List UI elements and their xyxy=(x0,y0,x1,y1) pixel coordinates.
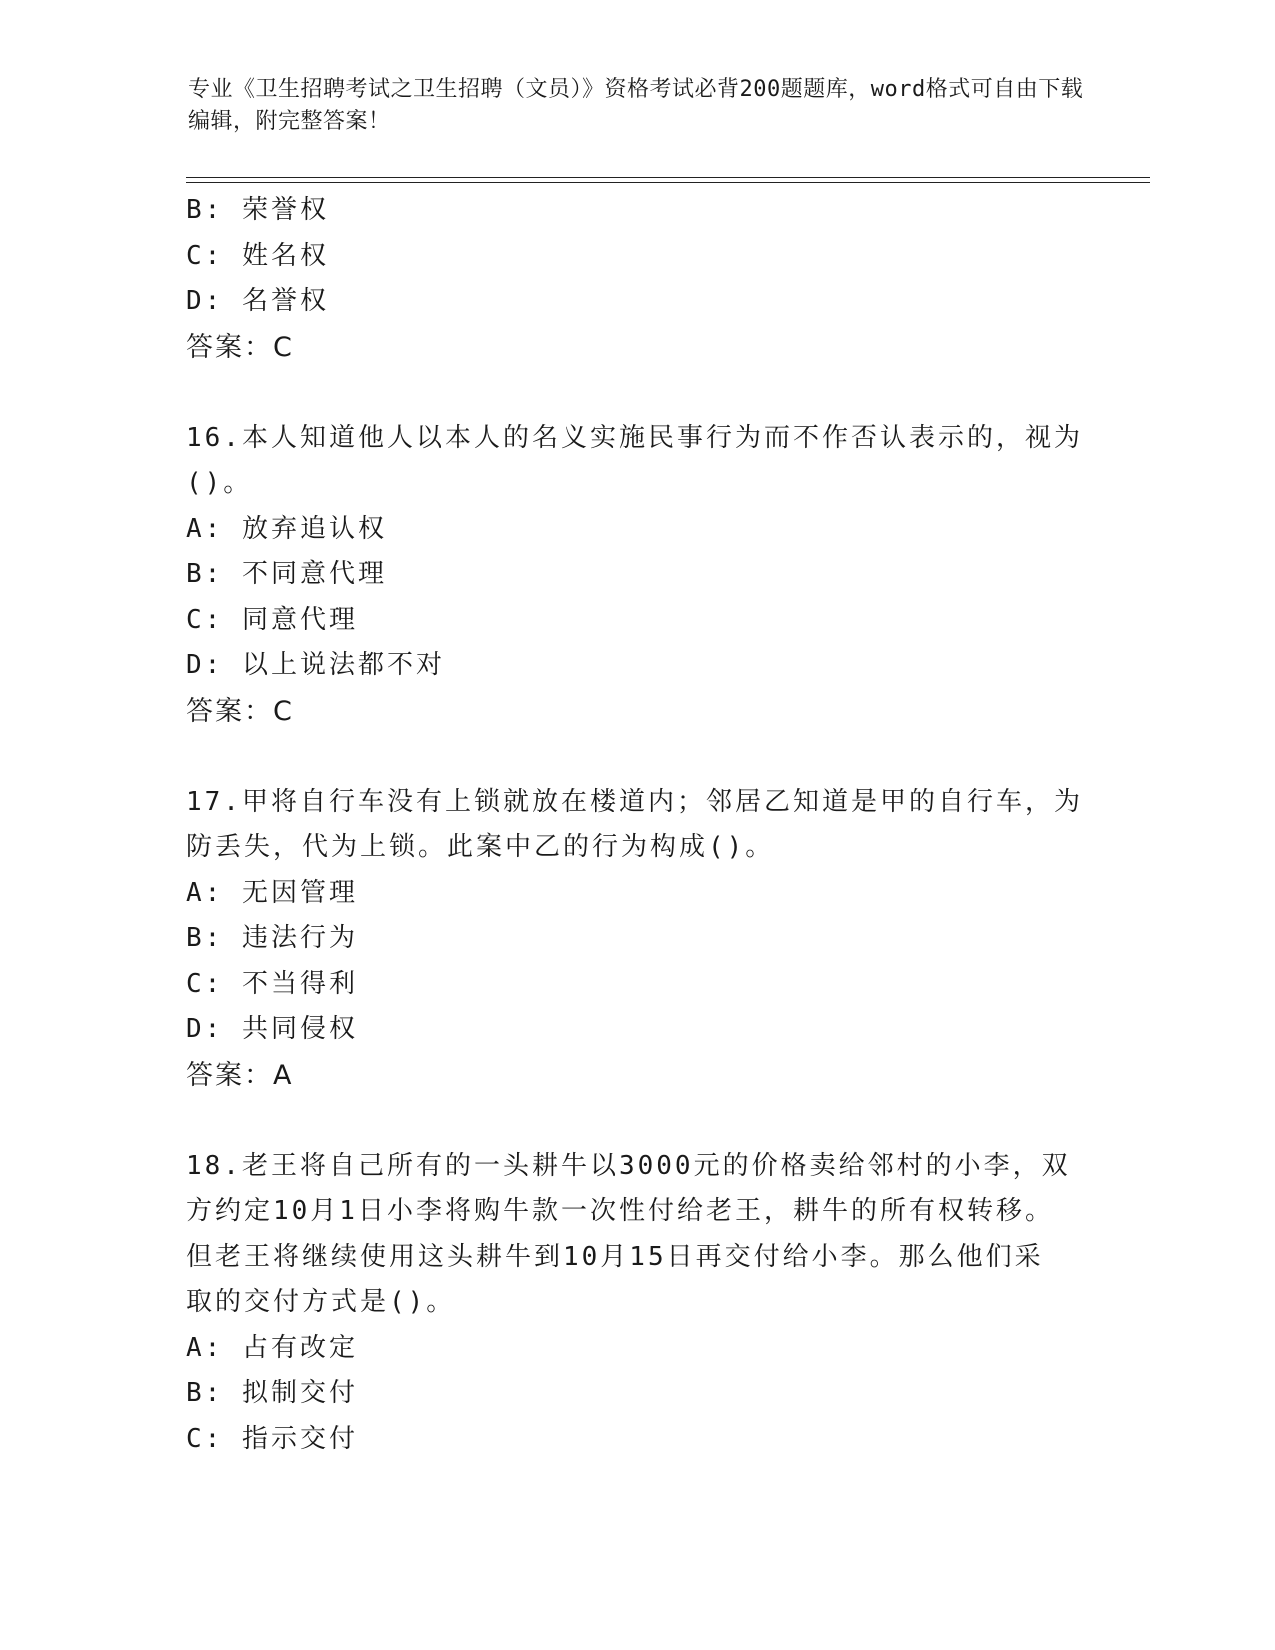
option-line: B: 不同意代理 xyxy=(186,559,387,589)
option-line: D: 共同侵权 xyxy=(186,1014,358,1044)
option-line: A: 占有改定 xyxy=(186,1332,358,1363)
spacer xyxy=(186,734,1086,780)
question-stem-line: 17.甲将自行车没有上锁就放在楼道内；邻居乙知道是甲的自行车，为 xyxy=(186,786,1083,817)
spacer xyxy=(186,1098,1086,1144)
option-line: B: 违法行为 xyxy=(186,923,358,953)
header-rule-bottom xyxy=(186,182,1150,183)
option-line: A: 无因管理 xyxy=(186,877,358,908)
option-line: B: 荣誉权 xyxy=(186,195,329,225)
previous-question-tail xyxy=(186,188,1086,370)
option-line: C: 同意代理 xyxy=(186,604,358,635)
option-line: D: 名誉权 xyxy=(186,286,329,316)
question-stem-line: 18.老王将自己所有的一头耕牛以3000元的价格卖给邻村的小李，双 xyxy=(186,1150,1071,1181)
question-17 xyxy=(186,780,1086,1099)
header-rule-top xyxy=(186,177,1150,178)
document-header xyxy=(188,74,1088,138)
question-stem-line: 取的交付方式是()。 xyxy=(186,1287,456,1317)
question-stem-line: ()。 xyxy=(186,468,253,498)
answer-line: 答案：A xyxy=(186,1059,294,1091)
option-line: B: 拟制交付 xyxy=(186,1378,358,1408)
header-title: 专业《卫生招聘考试之卫生招聘（文员）》资格考试必背200题题库，word格式可自由下载编辑，附完整答案！ xyxy=(188,77,1084,134)
option-line: D: 以上说法都不对 xyxy=(186,650,445,680)
option-line: A: 放弃追认权 xyxy=(186,513,387,544)
option-line: C: 不当得利 xyxy=(186,968,358,999)
answer-line: 答案：C xyxy=(186,331,294,363)
question-16 xyxy=(186,416,1086,735)
question-stem-line: 16.本人知道他人以本人的名义实施民事行为而不作否认表示的，视为 xyxy=(186,422,1083,453)
question-stem-line: 方约定10月1日小李将购牛款一次性付给老王，耕牛的所有权转移。 xyxy=(186,1196,1054,1226)
question-stem-line: 但老王将继续使用这头耕牛到10月15日再交付给小李。那么他们采 xyxy=(186,1241,1044,1272)
question-stem-line: 防丢失，代为上锁。此案中乙的行为构成()。 xyxy=(186,832,775,862)
spacer xyxy=(186,370,1086,416)
question-content xyxy=(186,188,1086,1462)
option-line: C: 指示交付 xyxy=(186,1423,358,1454)
option-line: C: 姓名权 xyxy=(186,240,329,271)
question-18 xyxy=(186,1144,1086,1463)
answer-line: 答案：C xyxy=(186,695,294,727)
